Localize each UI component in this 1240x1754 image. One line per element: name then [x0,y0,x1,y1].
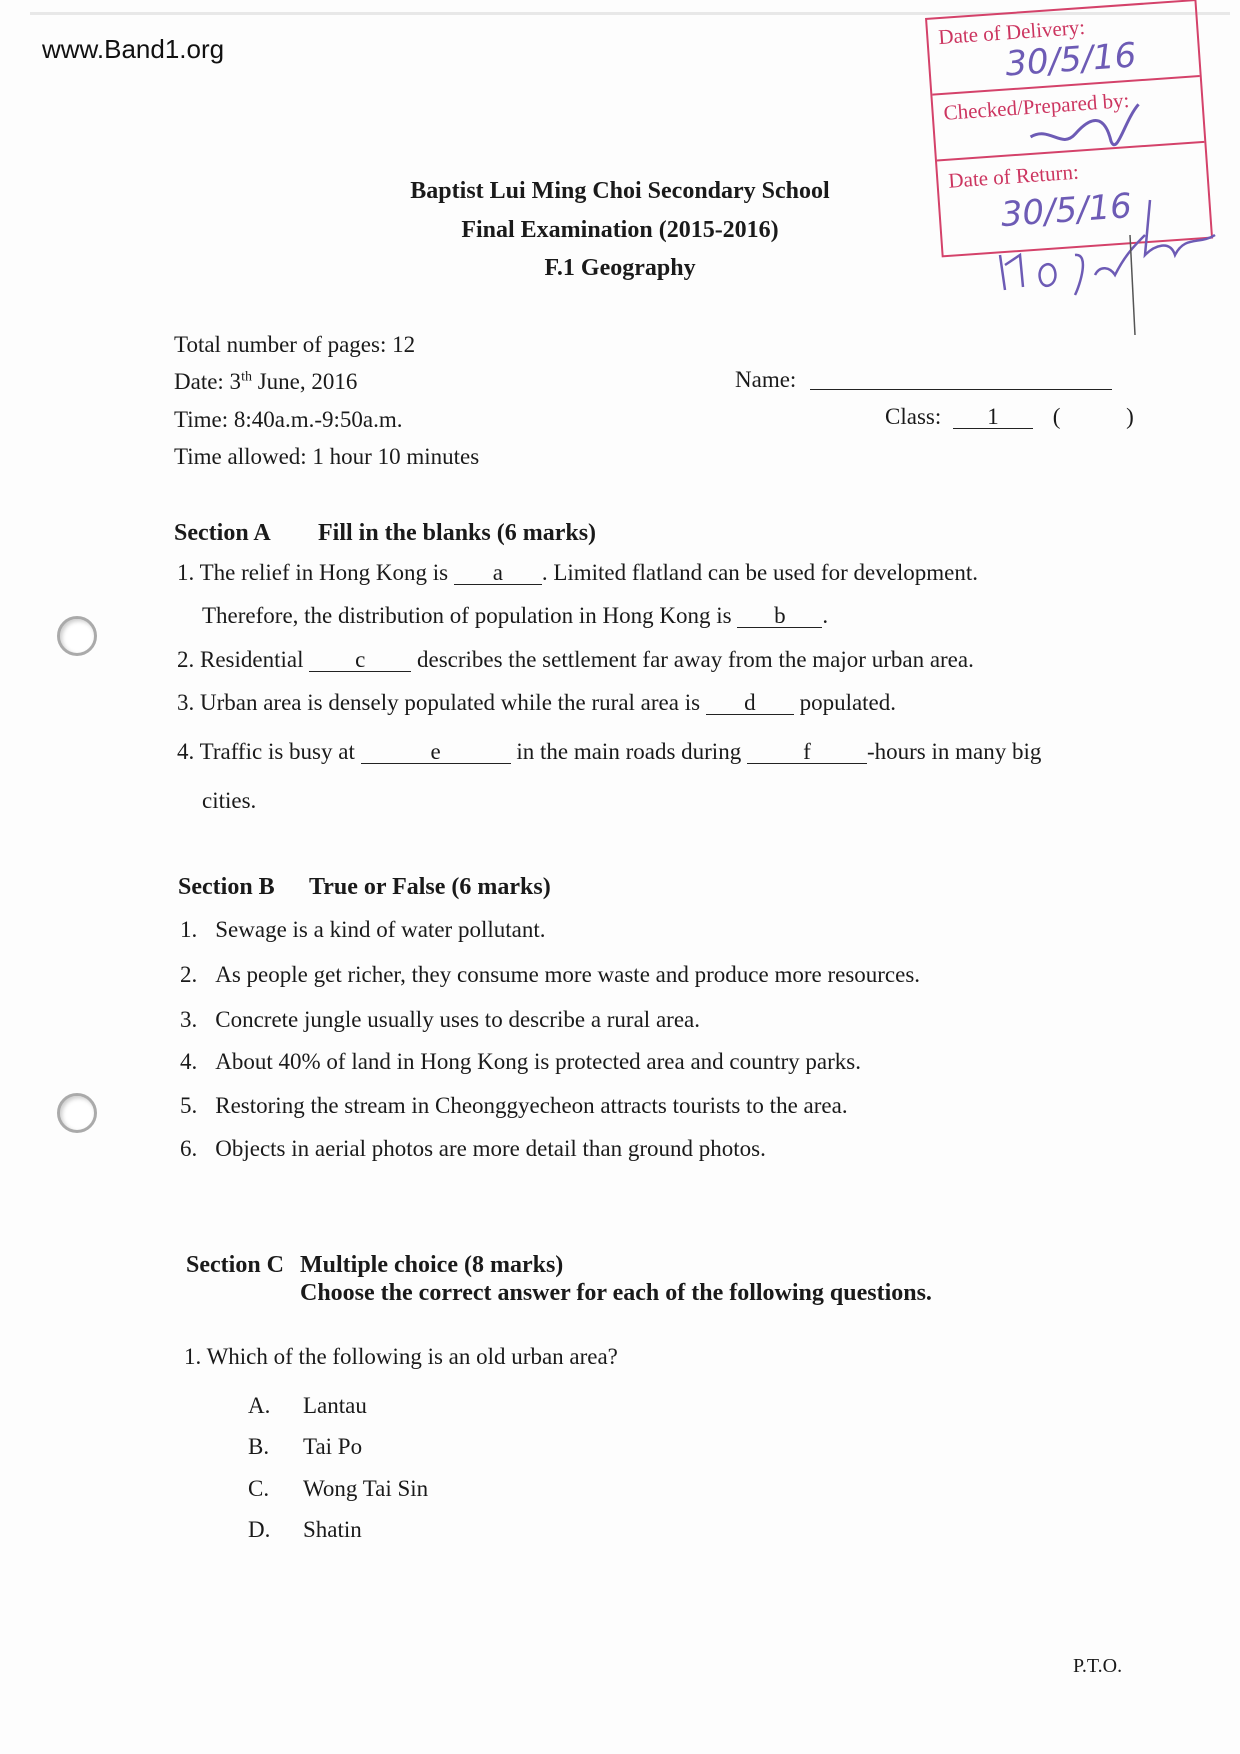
time-allowed: Time allowed: 1 hour 10 minutes [174,444,480,469]
blank-f: f [747,741,867,764]
tf-item-num: 6. [180,1136,198,1161]
section-a-q4-line2: cities. [202,788,257,813]
exam-date-sup: th [241,369,252,385]
mc-option [248,1393,367,1419]
blank-d: d [706,692,794,715]
stamp-delivery-value: 30/5/16 [1004,35,1138,85]
stamp-checked-label: Checked/Prepared by: [942,87,1131,125]
section-c-title: Multiple choice (8 marks) [300,1252,564,1278]
exam-title: Final Examination (2015-2016) [461,217,779,243]
section-c-instruction: Choose the correct answer for each of the following questions. [300,1280,932,1306]
q1-text-1: 1. The relief in Hong Kong is [177,560,449,585]
tf-item-num: 3. [180,1007,198,1032]
tf-item [180,917,545,943]
tf-item [180,1049,861,1075]
class-row [885,404,1134,430]
stamp-return-label: Date of Return: [947,159,1080,193]
section-a-title: Fill in the blanks (6 marks) [318,520,597,546]
mc-option [248,1476,428,1502]
blank-b: b [737,605,822,628]
punch-hole-bottom [57,1093,97,1133]
q1-text-3: Therefore, the distribution of population in Hong Kong is [202,603,732,628]
stamp-delivery-label: Date of Delivery: [937,14,1086,50]
mc-option-letter: A. [248,1393,271,1418]
mc-option [248,1517,362,1543]
section-b-title: True or False (6 marks) [309,874,551,900]
tf-item-num: 2. [180,962,198,987]
exam-date [174,369,357,395]
exam-time: Time: 8:40a.m.-9:50a.m. [174,407,403,432]
tf-item [180,1093,848,1119]
blank-a: a [454,562,542,585]
q4-text-3: -hours in many big [866,739,1042,764]
tf-item [180,962,920,988]
tf-item-num: 4. [180,1049,198,1074]
mc-option-letter: B. [248,1434,270,1459]
tf-item-text: As people get richer, they consume more waste and produce more resources. [215,962,921,987]
please-turn-over: P.T.O. [1073,1655,1123,1677]
blank-c: c [309,649,411,672]
q1-text-2: . Limited flatland can be used for development. [541,560,979,585]
section-a-q2 [177,647,974,673]
class-label: Class: [885,404,942,429]
section-a-q1-line2 [202,603,828,629]
tf-item-text: Concrete jungle usually uses to describe a rural area. [215,1007,700,1032]
q2-text-1: 2. Residential [177,647,304,672]
tf-item-text: Objects in aerial photos are more detail than ground photos. [215,1136,766,1161]
exam-date-suffix: June, 2016 [251,369,358,394]
tf-item [180,1136,766,1162]
mc-question-1: 1. Which of the following is an old urban area? [184,1344,618,1369]
stamp-return-value: 30/5/16 [999,186,1134,236]
website-watermark: www.Band1.org [42,34,225,64]
tf-item-text: Restoring the stream in Cheonggyecheon attracts tourists to the area. [215,1093,848,1118]
q4-text-2: in the main roads during [516,739,742,764]
mc-option-text: Wong Tai Sin [303,1476,429,1501]
subject-title: F.1 Geography [544,255,696,281]
class-field[interactable]: 1 [953,406,1033,429]
section-b-label: Section B [178,874,275,900]
section-a-label: Section A [174,520,271,546]
mc-option-letter: C. [248,1476,270,1501]
class-number-open: ( [1052,404,1061,429]
q3-text-2: populated. [799,690,897,715]
class-number-close: ) [1126,404,1134,429]
tf-item [180,1007,700,1033]
mc-option-letter: D. [248,1517,271,1542]
section-a-q1-line1 [177,560,978,586]
q2-text-2: describes the settlement far away from the major urban area. [416,647,974,672]
mc-option-text: Tai Po [303,1434,363,1459]
mc-option-text: Lantau [303,1393,367,1418]
total-pages: Total number of pages: 12 [174,332,416,357]
section-a-q3 [177,690,896,716]
exam-date-prefix: Date: 3 [174,369,242,394]
section-a-q4-line1 [177,739,1041,765]
section-c-label: Section C [186,1252,284,1278]
q1-end: . [822,603,829,628]
mc-option [248,1434,362,1460]
mc-option-text: Shatin [303,1517,362,1542]
tf-item-num: 1. [180,917,198,942]
punch-hole-top [57,616,97,656]
name-field[interactable] [810,389,1112,390]
q4-text-1: 4. Traffic is busy at [177,739,355,764]
tf-item-text: Sewage is a kind of water pollutant. [215,917,546,942]
tf-item-num: 5. [180,1093,198,1118]
blank-e: e [361,741,511,764]
school-name: Baptist Lui Ming Choi Secondary School [410,178,830,204]
name-label: Name: [735,367,797,392]
q3-text-1: 3. Urban area is densely populated while the rural area is [177,690,701,715]
tf-item-text: About 40% of land in Hong Kong is protected area and country parks. [215,1049,862,1074]
